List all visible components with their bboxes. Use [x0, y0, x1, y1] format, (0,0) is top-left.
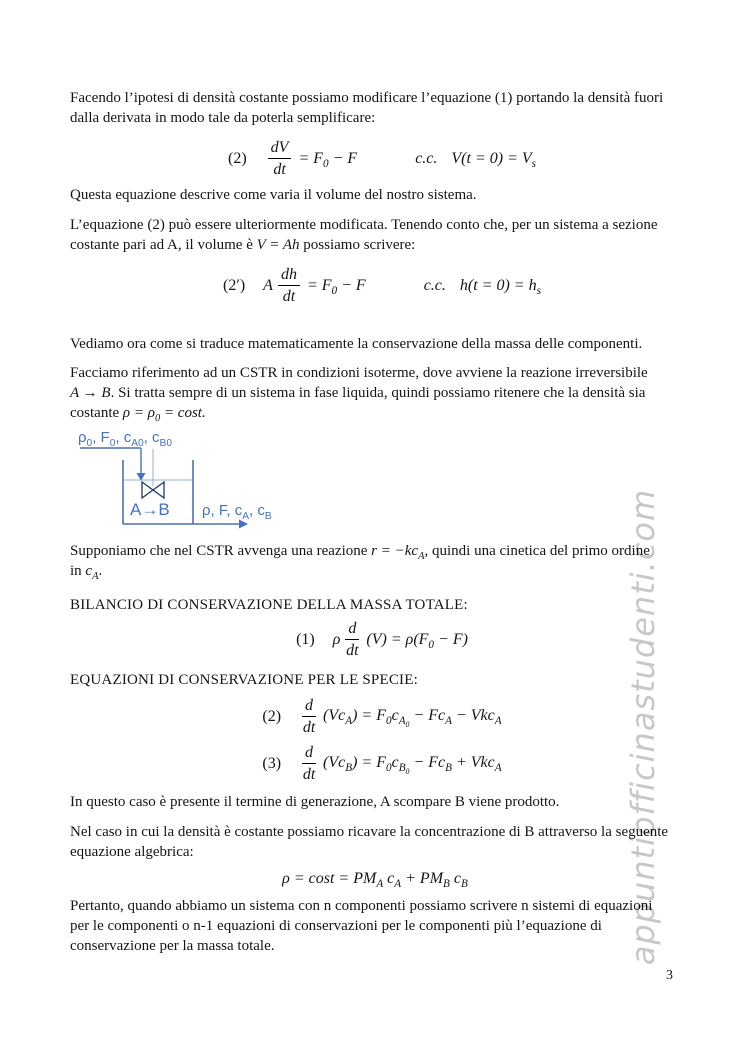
watermark: appuntiofficinastudenti.com [624, 488, 662, 966]
paragraph-density-hypothesis: Facendo l’ipotesi di densità costante possiamo modificare l’equazione (1) portando la densità fuori dalla derivata in modo tale da poterla semplificare: [70, 90, 664, 126]
equation-prefactor: ρ [332, 630, 341, 648]
equation-number: (2) [228, 149, 247, 167]
equation-3-species-b [70, 743, 680, 784]
equation-number: (3) [262, 754, 282, 772]
paragraph-generation-term: In questo caso è presente il termine di generazione, A scompare B viene prodotto. [70, 794, 560, 810]
initial-condition: $V(t = 0) = V_s$ [451, 149, 536, 170]
paragraph-density-constant-b: Nel caso in cui la densità è costante possiamo ricavare la concentrazione di B attraverso la seguente equazione algebrica: [70, 824, 669, 860]
heading-species-conservation: EQUAZIONI DI CONSERVAZIONE PER LE SPECIE: [70, 672, 418, 688]
equation-number: (2) [262, 707, 282, 725]
equation-rhs: = $F_0 - F$ [306, 276, 366, 297]
equation-number: (1) [296, 630, 315, 648]
equation-rhs: $(V) = \rho(F_0 - F)$ [366, 630, 468, 651]
heading-total-mass-balance: BILANCIO DI CONSERVAZIONE DELLA MASSA TOTALE: [70, 597, 468, 613]
paragraph-n-components: Pertanto, quando abbiamo un sistema con n componenti possiamo scrivere n sistemi di equazioni per le componenti o n-1 equazioni di conservazioni per le componenti più l’equazione di conservazione per la massa totale. [70, 898, 653, 954]
initial-condition: $h(t = 0) = h_s$ [459, 276, 541, 297]
equation-1-total-mass [70, 619, 680, 660]
page-number: 3 [666, 968, 673, 983]
equation-rhs: $(Vc_B) = F_0c_{B_0} - Fc_B + Vkc_A$ [323, 754, 502, 777]
fraction: $\frac{d}{dt}$ [302, 744, 316, 783]
equation-2-volume [70, 138, 680, 179]
fraction: $\frac{d}{dt}$ [346, 620, 359, 659]
equation-prefactor: A [263, 276, 273, 294]
page-content [70, 88, 680, 956]
equation-rhs: = $F_0 - F$ [298, 149, 358, 170]
initial-condition-label: c.c. [415, 149, 438, 167]
paragraph-equation-2-modified: L’equazione (2) può essere ulteriormente modificata. Tenendo conto che, per un sistema a sezione costante pari ad A, il volume è V = Ah possiamo scrivere: [70, 217, 658, 253]
fraction: $\frac{d}{dt}$ [302, 697, 316, 736]
equation-number: (2′) [223, 276, 246, 294]
inlet-arrow [80, 448, 146, 481]
paragraph-volume-description: Questa equazione descrive come varia il volume del nostro sistema. [70, 187, 477, 203]
equation-algebraic-density: $\rho = \cos t = PM_A$ $c_A + PM_B$ $c_B$ [282, 870, 468, 891]
outlet-arrow [193, 520, 248, 529]
reaction-label: A→B [130, 500, 170, 519]
initial-condition-label: c.c. [423, 276, 446, 294]
equation-2-prime-height [70, 265, 680, 306]
paragraph-reaction-kinetics: Supponiamo che nel CSTR avvenga una reazione $r = -kc_A$, quindi una cinetica del primo ordine in $c_A$. [70, 543, 650, 582]
cstr-diagram [70, 429, 680, 537]
paragraph-cstr-reference: Facciamo riferimento ad un CSTR in condizioni isoterme, dove avviene la reazione irreversibile A → B. Si tratta sempre di un sistema in fase liquida, quindi possiamo ritenere che la densità sia costante $\rho = \rho_0 = \cos t$. [70, 365, 648, 424]
equation-rhs: $(Vc_A) = F_0c_{A_0} - Fc_A - Vkc_A$ [323, 707, 502, 730]
inlet-stream-label: $\rho_0$, $F_0$, $c_{A0}$, $c_{B0}$ [78, 429, 173, 449]
fraction: $\frac{dh}{dt}$ [278, 265, 300, 306]
paragraph-mass-conservation-intro: Vediamo ora come si traduce matematicamente la conservazione della massa delle componenti. [70, 336, 643, 352]
equation-2-species-a [70, 696, 680, 737]
outlet-stream-label: ρ, F, $c_A$, $c_B$ [202, 502, 272, 522]
fraction: $\frac{dV}{dt}$ [268, 138, 292, 179]
